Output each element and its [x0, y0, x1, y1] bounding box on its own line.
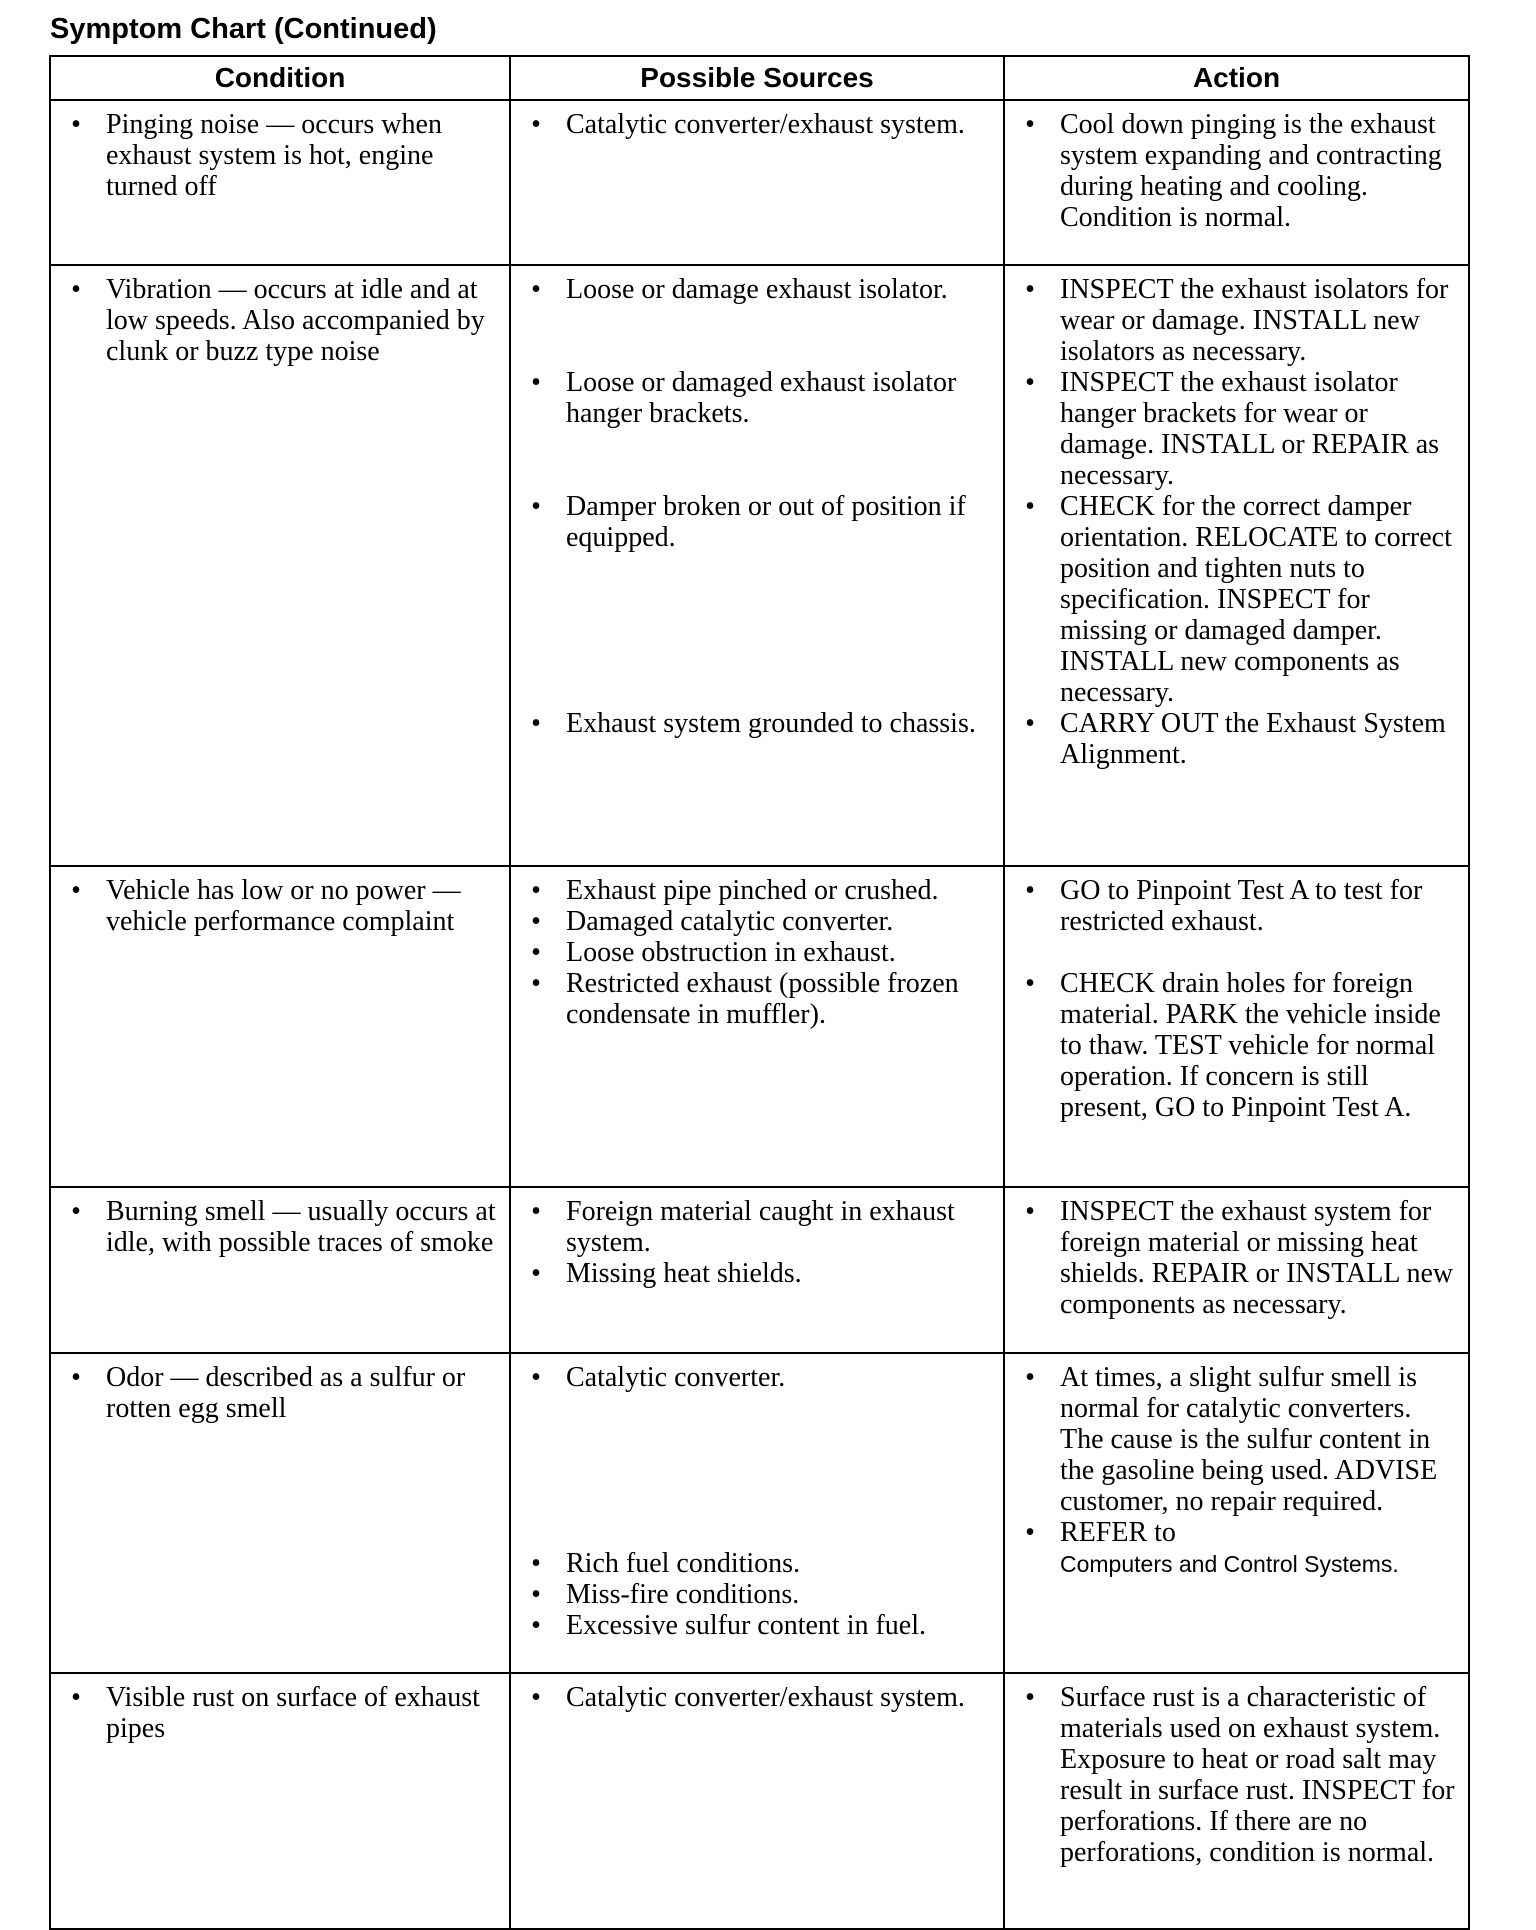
- page-title: Symptom Chart (Continued): [50, 13, 437, 45]
- bullet: •: [531, 491, 541, 522]
- header-action: Action: [1004, 56, 1469, 100]
- list-item: [511, 1682, 1003, 1713]
- list-item: [1005, 109, 1468, 233]
- table-row: [50, 1187, 1469, 1353]
- bullet: •: [531, 1548, 541, 1579]
- list-item: [511, 1610, 1003, 1641]
- sources-cell: [510, 1353, 1004, 1673]
- action-text: Surface rust is a characteristic of materials used on exhaust system. Exposure to heat or road salt may result in surface rust. INSPECT for perforations. If there are no perforations, condition is normal.: [1060, 1682, 1455, 1868]
- bullet: •: [531, 367, 541, 398]
- bullet: •: [531, 1362, 541, 1393]
- list-item: [511, 1196, 1003, 1258]
- bullet: •: [1025, 968, 1035, 999]
- list-item: [511, 109, 1003, 140]
- list-item: [511, 937, 1003, 968]
- list-item: [51, 1196, 509, 1258]
- bullet: •: [531, 109, 541, 140]
- list-item: [1005, 1682, 1468, 1868]
- bullet: •: [531, 1258, 541, 1289]
- list-item: [1005, 875, 1468, 937]
- bullet: •: [1025, 708, 1035, 739]
- action-cell: [1004, 265, 1469, 866]
- list-item: [511, 491, 1003, 553]
- table-row: [50, 1353, 1469, 1673]
- sources-cell: [510, 866, 1004, 1187]
- sources-cell: [510, 265, 1004, 866]
- action-text: GO to Pinpoint Test A to test for restricted exhaust.: [1060, 875, 1423, 937]
- action-text: INSPECT the exhaust system for foreign material or missing heat shields. REPAIR or INSTALL new components as necessary.: [1060, 1196, 1454, 1320]
- bullet: •: [1025, 367, 1035, 398]
- bullet: •: [531, 708, 541, 739]
- bullet: •: [531, 968, 541, 999]
- list-item: [1005, 1517, 1468, 1580]
- source-text: Miss-fire conditions.: [566, 1579, 800, 1610]
- action-text: Cool down pinging is the exhaust system expanding and contracting during heating and cooling. Condition is normal.: [1060, 109, 1442, 233]
- list-item: [1005, 274, 1468, 367]
- bullet: •: [71, 109, 81, 140]
- action-cell: [1004, 1353, 1469, 1673]
- list-item: [51, 274, 509, 367]
- bullet: •: [531, 875, 541, 906]
- action-text: INSPECT the exhaust isolator hanger brackets for wear or damage. INSTALL or REPAIR as necessary.: [1060, 367, 1440, 491]
- bullet: •: [1025, 109, 1035, 140]
- table-row: [50, 1673, 1469, 1929]
- condition-cell: [50, 866, 510, 1187]
- source-text: Exhaust system grounded to chassis.: [566, 708, 976, 739]
- list-item: [51, 875, 509, 937]
- source-text: Catalytic converter.: [566, 1362, 786, 1393]
- action-text: INSPECT the exhaust isolators for wear or damage. INSTALL new isolators as necessary.: [1060, 274, 1449, 367]
- table-row: [50, 100, 1469, 265]
- source-text: Loose or damaged exhaust isolator hanger brackets.: [566, 367, 957, 429]
- sources-cell: [510, 1187, 1004, 1353]
- bullet: •: [1025, 1362, 1035, 1393]
- sources-cell: [510, 100, 1004, 265]
- list-item: [511, 1258, 1003, 1289]
- bullet: •: [71, 1196, 81, 1227]
- list-item: [1005, 708, 1468, 770]
- list-item: [51, 1362, 509, 1424]
- table-row: [50, 265, 1469, 866]
- header-condition: Condition: [50, 56, 510, 100]
- bullet: •: [71, 1362, 81, 1393]
- source-text: Catalytic converter/exhaust system.: [566, 1682, 965, 1713]
- action-text: At times, a slight sulfur smell is normal for catalytic converters. The cause is the sulfur content in the gasoline being used. ADVISE customer, no repair required.: [1060, 1362, 1438, 1517]
- source-text: Excessive sulfur content in fuel.: [566, 1610, 927, 1641]
- bullet: •: [531, 1196, 541, 1227]
- action-cell: [1004, 1673, 1469, 1929]
- list-item: [51, 1682, 509, 1744]
- action-text: CARRY OUT the Exhaust System Alignment.: [1060, 708, 1446, 770]
- condition-cell: [50, 100, 510, 265]
- list-item: [511, 1548, 1003, 1579]
- source-text: Missing heat shields.: [566, 1258, 802, 1289]
- bullet: •: [71, 875, 81, 906]
- condition-text: Odor — described as a sulfur or rotten egg smell: [106, 1362, 466, 1424]
- condition-text: Visible rust on surface of exhaust pipes: [106, 1682, 480, 1744]
- list-item: [511, 1362, 1003, 1393]
- table-row: [50, 866, 1469, 1187]
- bullet: •: [1025, 1682, 1035, 1713]
- condition-cell: [50, 265, 510, 866]
- list-item: [511, 708, 1003, 739]
- action-cell: [1004, 1187, 1469, 1353]
- bullet: •: [1025, 1517, 1035, 1548]
- bullet: •: [531, 1579, 541, 1610]
- source-text: Rich fuel conditions.: [566, 1548, 801, 1579]
- source-text: Catalytic converter/exhaust system.: [566, 109, 965, 140]
- condition-cell: [50, 1353, 510, 1673]
- condition-text: Vibration — occurs at idle and at low speeds. Also accompanied by clunk or buzz type noise: [106, 274, 485, 367]
- source-text: Damaged catalytic converter.: [566, 906, 894, 937]
- bullet: •: [1025, 274, 1035, 305]
- sources-cell: [510, 1673, 1004, 1929]
- list-item: [511, 274, 1003, 305]
- list-item: [511, 875, 1003, 906]
- bullet: •: [71, 274, 81, 305]
- bullet: •: [531, 1682, 541, 1713]
- list-item: [511, 1579, 1003, 1610]
- bullet: •: [531, 906, 541, 937]
- action-text: CHECK drain holes for foreign material. PARK the vehicle inside to thaw. TEST vehicle for normal operation. If concern is still present, GO to Pinpoint Test A.: [1060, 968, 1441, 1123]
- condition-text: Burning smell — usually occurs at idle, with possible traces of smoke: [106, 1196, 496, 1258]
- header-possible-sources: Possible Sources: [510, 56, 1004, 100]
- list-item: [511, 968, 1003, 1030]
- bullet: •: [71, 1682, 81, 1713]
- action-text: CHECK for the correct damper orientation. RELOCATE to correct position and tighten nuts to specification. INSPECT for missing or damaged damper. INSTALL new components as necessary.: [1060, 491, 1452, 708]
- condition-text: Pinging noise — occurs when exhaust system is hot, engine turned off: [106, 109, 442, 202]
- source-text: Loose obstruction in exhaust.: [566, 937, 896, 968]
- source-text: Exhaust pipe pinched or crushed.: [566, 875, 939, 906]
- list-item: [1005, 367, 1468, 491]
- source-text: Damper broken or out of position if equipped.: [566, 491, 966, 553]
- condition-cell: [50, 1673, 510, 1929]
- list-item: [1005, 1196, 1468, 1320]
- action-cell: [1004, 866, 1469, 1187]
- bullet: •: [1025, 1196, 1035, 1227]
- list-item: [51, 109, 509, 202]
- list-item: [1005, 491, 1468, 708]
- bullet: •: [1025, 875, 1035, 906]
- action-cell: [1004, 100, 1469, 265]
- condition-text: Vehicle has low or no power — vehicle performance complaint: [106, 875, 461, 937]
- list-item: [1005, 1362, 1468, 1517]
- bullet: •: [531, 274, 541, 305]
- condition-cell: [50, 1187, 510, 1353]
- list-item: [511, 367, 1003, 429]
- source-text: Loose or damage exhaust isolator.: [566, 274, 948, 305]
- bullet: •: [531, 937, 541, 968]
- symptom-chart-table: [49, 55, 1470, 1930]
- action-text: REFER to: [1060, 1517, 1176, 1548]
- header-row: [50, 56, 1469, 100]
- list-item: [1005, 968, 1468, 1123]
- list-item: [511, 906, 1003, 937]
- source-text: Foreign material caught in exhaust system.: [566, 1196, 955, 1258]
- source-text: Restricted exhaust (possible frozen condensate in muffler).: [566, 968, 959, 1030]
- action-reference-text: Computers and Control Systems.: [1060, 1551, 1399, 1577]
- bullet: •: [1025, 491, 1035, 522]
- bullet: •: [531, 1610, 541, 1641]
